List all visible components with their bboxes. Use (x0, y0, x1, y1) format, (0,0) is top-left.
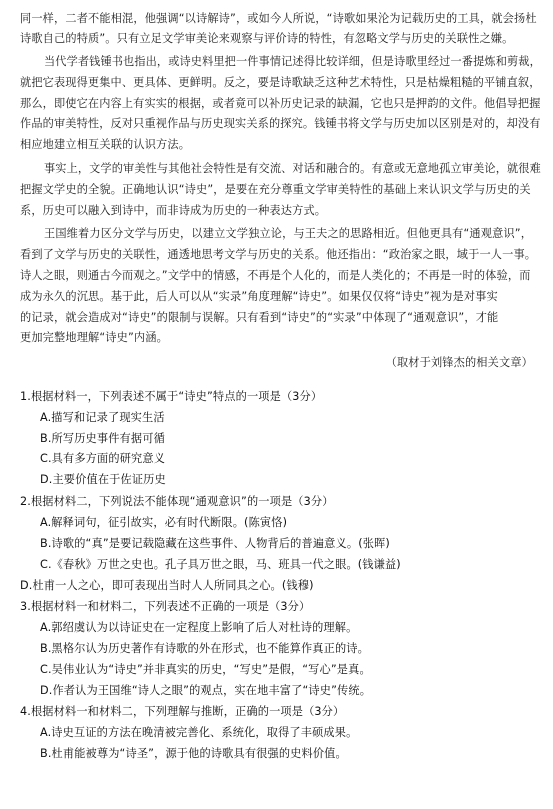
option-c[interactable]: C.吴伟业认为“诗史”并非真实的历史，“写史”是假，“写心”是真。 (40, 663, 371, 676)
option-b[interactable]: B.所写历史事件有据可循 (40, 432, 165, 445)
passage-line: 把握文学史的全貌。正确地认识“诗史”，是要在充分尊重文学审美特性的基础上来认识文学与历史的关 (20, 183, 531, 196)
option-c[interactable]: C.具有多方面的研究意义 (40, 452, 166, 465)
passage-line: 更加完整地理解“诗史”内涵。 (20, 331, 168, 344)
passage-line: 诗歌自己的特质”。只有立足文学审美论来观察与评价诗的特性，有忽略文学与历史的关联性之嫌。 (20, 32, 514, 45)
option-a[interactable]: A.郭绍虞认为以诗证史在一定程度上影响了后人对杜诗的理解。 (40, 621, 358, 634)
option-c[interactable]: C.《春秋》万世之史也。孔子具万世之眼，马、班具一代之眼。(钱谦益) (40, 558, 401, 571)
option-d[interactable]: D.杜甫一人之心，即可表现出当时人人所同具之心。(钱穆) (20, 579, 314, 592)
question-stem: 4.根据材料一和材料二，下列理解与推断，正确的一项是（3分） (20, 705, 345, 718)
passage-line: 事实上，文学的审美性与其他社会特性是有交流、对话和融合的。有意或无意地孤立审美论，就很难 (44, 162, 541, 175)
option-a[interactable]: A.描写和记录了现实生活 (40, 411, 165, 424)
passage-line: 那么，即使它在内容上有实实的根据，或者竟可以补历史记录的缺漏，它也只是押韵的文件。他倡导把握 (20, 97, 541, 110)
option-d[interactable]: D.作者认为王国维“诗人之眼”的观点，实在地丰富了“诗史”传统。 (40, 684, 372, 697)
question-stem: 1.根据材料一，下列表述不属于“诗史”特点的一项是（3分） (20, 390, 323, 403)
option-b[interactable]: B.杜甫能被尊为“诗圣”，源于他的诗歌具有很强的史料价值。 (40, 747, 347, 760)
question-stem: 2.根据材料二，下列说法不能体现“通观意识”的一项是（3分） (20, 495, 334, 508)
passage-line: 系，历史可以融入到诗中，而非诗成为历史的一种表达方式。 (20, 204, 327, 217)
option-b[interactable]: B.诗歌的“真”是要记载隐藏在这些事件、人物背后的普遍意义。(张晖) (40, 537, 390, 550)
passage-line: 当代学者钱锺书也指出，或诗史料里把一件事情记述得比较详细，但是诗歌里经过一番提炼和剪裁， (44, 55, 541, 68)
option-b[interactable]: B.黑格尔认为历史著作有诗歌的外在形式，也不能算作真正的诗。 (40, 642, 369, 655)
passage-line: 的记录，就会造成对“诗史”的限制与误解。只有看到“诗史”的“实录”中体现了“通观意识”，才能 (20, 311, 499, 324)
option-a[interactable]: A.诗史互证的方法在晚清被完善化、系统化，取得了丰硕成果。 (40, 726, 358, 739)
passage-line: 王国维着力区分文学与历史，以建立文学独立论，与王夫之的思路相近。但他更具有“通观意识”， (44, 227, 533, 240)
source-citation: （取材于刘锋杰的相关文章） (385, 356, 533, 369)
option-a[interactable]: A.解释词句，征引故实，必有时代断限。(陈寅恪) (40, 516, 288, 529)
passage-line: 同一样，二者不能相混，他强调“以诗解诗”，或如今人所说，“诗歌如果沦为记载历史的工具，就会扬杜 (20, 12, 537, 25)
option-d[interactable]: D.主要价值在于佐证历史 (40, 473, 166, 486)
passage-line: 作品的审美特性，反对只重视作品与历史现实关系的探究。钱锺书将文学与历史加以区别是对的，却没有 (20, 117, 541, 130)
passage-line: 就把它表现得更集中、更具体、更鲜明。反之，要是诗歌缺乏这种艺术特性，只是枯燥粗糙的平铺直叙， (20, 76, 541, 89)
passage-line: 相应地建立相互关联的认识方法。 (20, 138, 191, 151)
question-stem: 3.根据材料一和材料二，下列表述不正确的一项是（3分） (20, 600, 311, 613)
passage-line: 看到了文学与历史的关联性，通透地思考文学与历史的关系。他还指出：“政治家之眼，域于一人一事。 (20, 248, 537, 261)
passage-line: 诗人之眼，则通古今而观之。”文学中的情感，不再是个人化的，而是人类化的；不再是一时的体验，而 (20, 269, 531, 282)
passage-line: 成为永久的沉思。基于此，后人可以从“实录”角度理解“诗史”。如果仅仅将“诗史”视为是对事实 (20, 290, 498, 303)
